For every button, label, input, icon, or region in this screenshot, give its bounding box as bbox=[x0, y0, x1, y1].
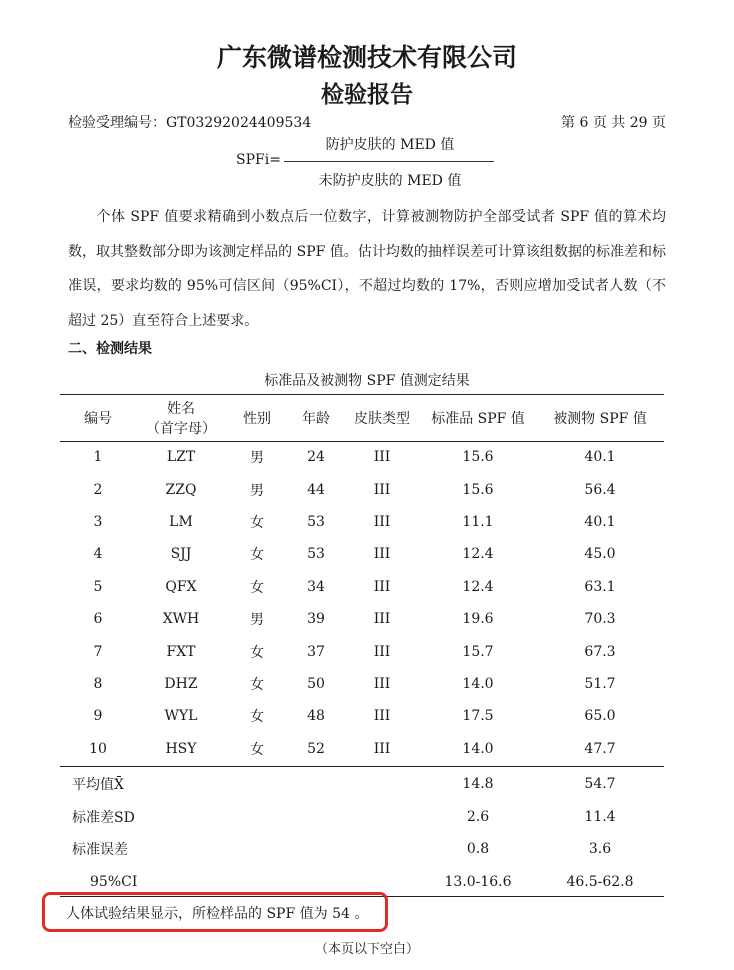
conclusion-text: 人体试验结果显示，所检样品的 SPF 值为 54 。 bbox=[66, 906, 369, 922]
cell-name: SJJ bbox=[170, 546, 192, 563]
cell-age: 24 bbox=[307, 449, 325, 466]
cell-sex: 男 bbox=[250, 612, 264, 629]
cell-sex: 女 bbox=[250, 644, 264, 661]
header-skin-type: 皮肤类型 bbox=[354, 410, 410, 427]
header-test-spf: 被测物 SPF 值 bbox=[553, 410, 647, 427]
cell-sex: 男 bbox=[250, 482, 264, 499]
company-title: 广东微谱检测技术有限公司 bbox=[216, 43, 517, 72]
table-row bbox=[60, 571, 664, 603]
cell-skin: III bbox=[373, 578, 391, 595]
stats-row-mean bbox=[60, 768, 664, 801]
stats-label: 平均值X̄ bbox=[72, 777, 124, 794]
cell-sex: 女 bbox=[250, 676, 264, 693]
table-row bbox=[60, 668, 664, 700]
cell-no: 8 bbox=[93, 675, 103, 692]
cell-no: 7 bbox=[93, 643, 103, 660]
cell-test-spf: 56.4 bbox=[584, 481, 616, 498]
cell-skin: III bbox=[373, 513, 391, 530]
stats-row-se bbox=[60, 833, 664, 866]
table-row bbox=[60, 700, 664, 732]
formula-lhs: SPFi= bbox=[236, 152, 281, 168]
cell-skin: III bbox=[373, 643, 391, 660]
cell-name: FXT bbox=[166, 643, 196, 660]
table-row bbox=[60, 441, 664, 473]
cell-std-spf: 15.6 bbox=[462, 481, 494, 498]
cell-name: QFX bbox=[165, 578, 197, 595]
stats-row-sd bbox=[60, 801, 664, 834]
cell-age: 50 bbox=[307, 675, 325, 692]
accept-number: 检验受理编号：GT03292024409534 bbox=[68, 115, 312, 131]
cell-sex: 男 bbox=[250, 450, 264, 467]
cell-age: 39 bbox=[307, 611, 325, 628]
results-table bbox=[60, 396, 664, 765]
header-name-line1: 姓名 bbox=[167, 400, 195, 417]
stats-test-spf: 11.4 bbox=[584, 808, 616, 825]
stats-std-spf: 2.6 bbox=[466, 808, 490, 825]
method-paragraph-text: 个体 SPF 值要求精确到小数点后一位数字，计算被测物防护全部受试者 SPF 值的算术均数，取其整数部分即为该测定样品的 SPF 值。估计均数的抽样误差可计算该组数据的标准差和标准误，要求均数的 95%可信区间（95%CI），不超过均数的 17%，否则应增加受试者人数（不超过 25）直至符合上述要求。 bbox=[68, 209, 666, 329]
table-row bbox=[60, 635, 664, 667]
stats-test-spf: 46.5-62.8 bbox=[566, 873, 634, 890]
cell-test-spf: 67.3 bbox=[584, 643, 616, 660]
cell-age: 53 bbox=[307, 513, 325, 530]
cell-test-spf: 40.1 bbox=[584, 449, 616, 466]
cell-no: 3 bbox=[93, 513, 103, 530]
cell-std-spf: 14.0 bbox=[462, 675, 494, 692]
header-sex: 性别 bbox=[243, 410, 271, 427]
header-name-line2: （首字母） bbox=[146, 420, 216, 437]
method-paragraph bbox=[68, 200, 666, 338]
cell-test-spf: 47.7 bbox=[584, 740, 616, 757]
cell-skin: III bbox=[373, 708, 391, 725]
cell-name: LZT bbox=[166, 449, 196, 466]
cell-std-spf: 17.5 bbox=[462, 708, 494, 725]
table-top-rule bbox=[60, 394, 664, 395]
cell-name: HSY bbox=[165, 740, 197, 757]
cell-name: XWH bbox=[162, 611, 200, 628]
table-row bbox=[60, 473, 664, 505]
cell-skin: III bbox=[373, 675, 391, 692]
cell-age: 34 bbox=[307, 578, 325, 595]
cell-no: 6 bbox=[93, 611, 103, 628]
cell-std-spf: 15.6 bbox=[462, 449, 494, 466]
cell-std-spf: 12.4 bbox=[462, 578, 494, 595]
page-info: 第 6 页 共 29 页 bbox=[561, 115, 666, 131]
cell-no: 4 bbox=[93, 546, 103, 563]
table-header-row bbox=[60, 396, 664, 441]
cell-no: 10 bbox=[89, 740, 107, 757]
cell-age: 44 bbox=[307, 481, 325, 498]
cell-age: 52 bbox=[307, 740, 325, 757]
header-std-spf: 标准品 SPF 值 bbox=[431, 410, 525, 427]
cell-skin: III bbox=[373, 449, 391, 466]
cell-skin: III bbox=[373, 481, 391, 498]
section-title: 二、检测结果 bbox=[68, 341, 152, 357]
table-row bbox=[60, 506, 664, 538]
cell-name: LM bbox=[169, 513, 193, 530]
cell-age: 48 bbox=[307, 708, 325, 725]
cell-skin: III bbox=[373, 611, 391, 628]
formula-numerator: 防护皮肤的 MED 值 bbox=[325, 137, 455, 153]
cell-skin: III bbox=[373, 740, 391, 757]
cell-sex: 女 bbox=[250, 547, 264, 564]
cell-name: DHZ bbox=[164, 675, 198, 692]
cell-no: 2 bbox=[93, 481, 103, 498]
stats-label: 标准差SD bbox=[72, 809, 135, 826]
cell-no: 5 bbox=[93, 578, 103, 595]
cell-std-spf: 19.6 bbox=[462, 611, 494, 628]
cell-sex: 女 bbox=[250, 741, 264, 758]
cell-std-spf: 14.0 bbox=[462, 740, 494, 757]
stats-table bbox=[60, 768, 664, 898]
cell-skin: III bbox=[373, 546, 391, 563]
stats-std-spf: 13.0-16.6 bbox=[444, 873, 512, 890]
cell-test-spf: 51.7 bbox=[584, 675, 616, 692]
cell-no: 1 bbox=[93, 449, 103, 466]
cell-test-spf: 70.3 bbox=[584, 611, 616, 628]
table-caption: 标准品及被测物 SPF 值测定结果 bbox=[264, 373, 470, 389]
cell-no: 9 bbox=[93, 708, 103, 725]
cell-test-spf: 63.1 bbox=[584, 578, 616, 595]
stats-test-spf: 3.6 bbox=[588, 841, 612, 858]
header-no: 编号 bbox=[84, 410, 112, 427]
cell-name: WYL bbox=[164, 708, 198, 725]
cell-age: 53 bbox=[307, 546, 325, 563]
cell-age: 37 bbox=[307, 643, 325, 660]
stats-label: 95%CI bbox=[90, 873, 138, 890]
cell-sex: 女 bbox=[250, 514, 264, 531]
formula-denominator: 未防护皮肤的 MED 值 bbox=[318, 173, 462, 189]
stats-label: 标准误差 bbox=[72, 842, 128, 859]
cell-sex: 女 bbox=[250, 579, 264, 596]
report-title: 检验报告 bbox=[321, 82, 413, 108]
page-footer-note: （本页以下空白） bbox=[314, 942, 419, 957]
stats-std-spf: 14.8 bbox=[462, 776, 494, 793]
cell-test-spf: 65.0 bbox=[584, 708, 616, 725]
table-row bbox=[60, 538, 664, 570]
cell-test-spf: 40.1 bbox=[584, 513, 616, 530]
table-stats-rule bbox=[60, 766, 664, 767]
header-name bbox=[136, 396, 226, 441]
cell-sex: 女 bbox=[250, 709, 264, 726]
header-age: 年龄 bbox=[302, 410, 330, 427]
table-row bbox=[60, 733, 664, 765]
cell-test-spf: 45.0 bbox=[584, 546, 616, 563]
cell-std-spf: 15.7 bbox=[462, 643, 494, 660]
cell-name: ZZQ bbox=[165, 481, 197, 498]
cell-std-spf: 12.4 bbox=[462, 546, 494, 563]
fraction-line bbox=[284, 161, 494, 162]
stats-test-spf: 54.7 bbox=[584, 776, 616, 793]
stats-std-spf: 0.8 bbox=[466, 841, 490, 858]
cell-std-spf: 11.1 bbox=[462, 513, 494, 530]
table-row bbox=[60, 603, 664, 635]
